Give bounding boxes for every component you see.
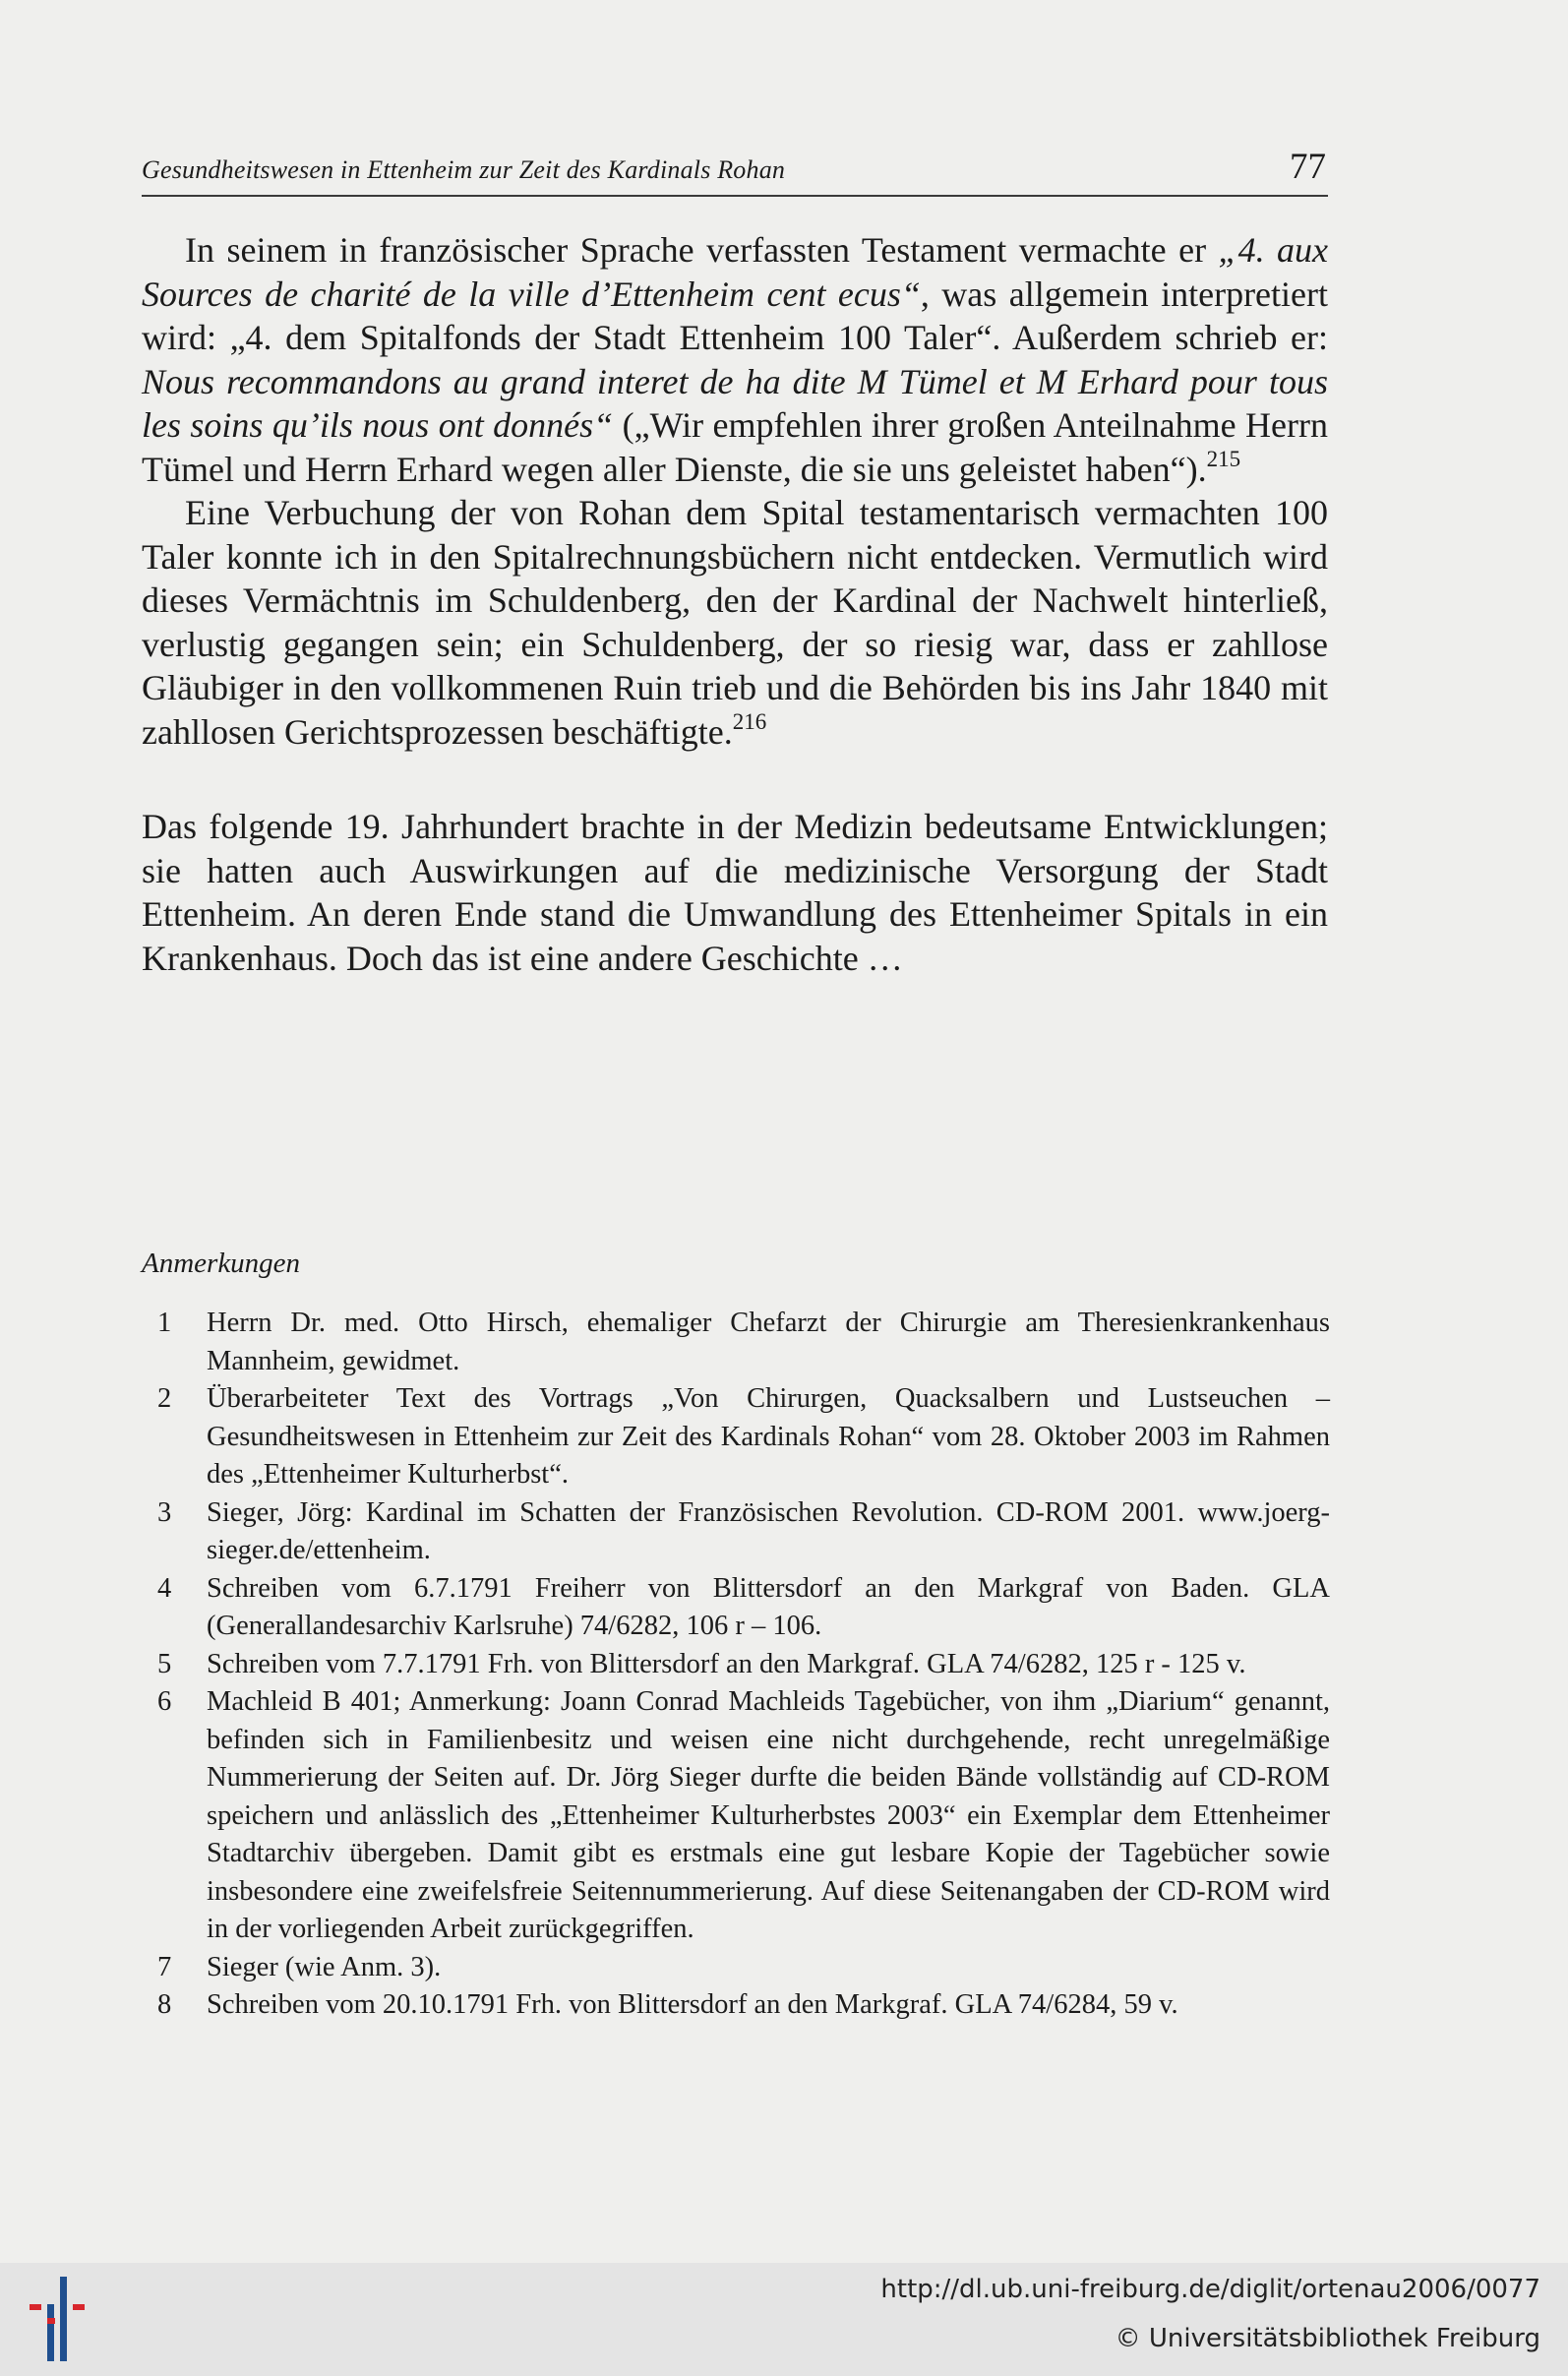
note-number: 4 bbox=[157, 1572, 172, 1604]
note-text: Machleid B 401; Anmerkung: Joann Conrad Machleids Tagebücher, von ihm „Diarium“ genannt, befinden sich in Familienbesitz und weisen eine nicht durchgehende, recht unregelmäßige Nummerierung der Seiten auf. Dr. Jörg Sieger durfte die beiden Bände vollständig auf CD-ROM speichern und anlässlich des „Ettenheimer Kulturherbstes 2003“ ein Exemplar dem Ettenheimer Stadtarchiv übergeben. Damit gibt es erstmals eine gut lesbare Kopie der Tagebücher sowie insbesondere eine zweifelsfreie Seitennummerierung. Auf diese Seitenangaben der CD-ROM wird in der vorliegenden Arbeit zurückgegriffen. bbox=[207, 1686, 1330, 1944]
notes-list bbox=[157, 1305, 1330, 2025]
note-number: 7 bbox=[157, 1951, 172, 1982]
paragraph-text: In seinem in französischer Sprache verfassten Testament vermachte er bbox=[185, 230, 1219, 270]
note-item bbox=[157, 1380, 1330, 1494]
french-quote: Nous recommandons au grand interet de ha dite M Tümel et M Erhard pour tous les soins qu’ils nous ont donnés“ bbox=[142, 361, 1328, 445]
footnote-ref: 216 bbox=[732, 708, 767, 734]
note-text: Überarbeiteter Text des Vortrags „Von Chirurgen, Quacksalbern und Lustseuchen – Gesundheitswesen in Ettenheim zur Zeit des Kardinals Rohan“ vom 28. Oktober 2003 im Rahmen des „Ettenheimer Kulturherbst“. bbox=[207, 1383, 1330, 1490]
note-number: 2 bbox=[157, 1383, 172, 1414]
note-number: 1 bbox=[157, 1308, 172, 1338]
note-text: Schreiben vom 6.7.1791 Freiherr von Blittersdorf an den Markgraf von Baden. GLA (Generallandesarchiv Karlsruhe) 74/6282, 106 r – 106. bbox=[207, 1572, 1330, 1641]
note-text: Sieger, Jörg: Kardinal im Schatten der Französischen Revolution. CD-ROM 2001. www.joerg-sieger.de/ettenheim. bbox=[207, 1496, 1330, 1565]
note-text: Herrn Dr. med. Otto Hirsch, ehemaliger Chefarzt der Chirurgie am Theresienkrankenhaus Mannheim, gewidmet. bbox=[207, 1308, 1330, 1376]
note-item bbox=[157, 1949, 1330, 1987]
note-item bbox=[157, 1494, 1330, 1570]
note-text: Schreiben vom 20.10.1791 Frh. von Blittersdorf an den Markgraf. GLA 74/6284, 59 v. bbox=[207, 1989, 1178, 2020]
note-number: 3 bbox=[157, 1496, 172, 1528]
note-text: Schreiben vom 7.7.1791 Frh. von Blittersdorf an den Markgraf. GLA 74/6282, 125 r - 125 v. bbox=[207, 1648, 1246, 1679]
french-quote: „4. aux Sources de charité de la ville d’Ettenheim cent ecus“ bbox=[142, 230, 1329, 314]
note-item bbox=[157, 1305, 1330, 1380]
note-number: 5 bbox=[157, 1648, 172, 1679]
paragraph-testament bbox=[142, 228, 1328, 491]
paragraph-text: Eine Verbuchung der von Rohan dem Spital testamentarisch vermachten 100 Taler konnte ich in den Spitalrechnungsbüchern nicht entdecken. Vermutlich wird dieses Vermächtnis im Schuldenberg, den der Kardinal der Nachwelt hinterließ, verlustig gegangen sein; ein Schuldenberg, der so riesig war, dass er zahllose Gläubiger in den vollkommenen Ruin trieb und die Behörden bis ins Jahr 1840 mit zahllosen Gerichtsprozessen beschäftigte. bbox=[142, 493, 1328, 752]
notes-heading: Anmerkungen bbox=[142, 1248, 301, 1279]
note-number: 6 bbox=[157, 1686, 172, 1717]
ub-freiburg-logo-icon bbox=[26, 2275, 104, 2363]
main-text bbox=[142, 228, 1328, 980]
note-item bbox=[157, 1646, 1330, 1684]
note-text: Sieger (wie Anm. 3). bbox=[207, 1951, 442, 1982]
footer-copyright: © Universitätsbibliothek Freiburg bbox=[1115, 2324, 1540, 2353]
note-item bbox=[157, 1570, 1330, 1646]
paragraph-conclusion bbox=[142, 805, 1328, 980]
paragraph-text: („Wir empfehlen ihrer großen Anteilnahme Herrn Tümel und Herrn Erhard wegen aller Dienste, die sie uns geleistet haben“). bbox=[142, 405, 1328, 489]
running-head-title: Gesundheitswesen in Ettenheim zur Zeit des Kardinals Rohan bbox=[142, 155, 786, 184]
running-head bbox=[142, 146, 1328, 197]
note-item bbox=[157, 1683, 1330, 1949]
paragraph-text: Das folgende 19. Jahrhundert brachte in der Medizin bedeutsame Entwicklungen; sie hatten auch Auswirkungen auf die medizinische Versorgung der Stadt Ettenheim. An deren Ende stand die Umwandlung des Ettenheimer Spitals in ein Krankenhaus. Doch das ist eine andere Geschichte … bbox=[142, 807, 1328, 978]
page-number: 77 bbox=[1290, 147, 1326, 187]
footer-url[interactable]: http://dl.ub.uni-freiburg.de/diglit/ortenau2006/0077 bbox=[880, 2275, 1540, 2304]
note-item bbox=[157, 1986, 1330, 2025]
paragraph-verbuchung bbox=[142, 491, 1328, 754]
footnote-ref: 215 bbox=[1206, 446, 1241, 471]
note-number: 8 bbox=[157, 1989, 172, 2020]
paragraph-text: , was allgemein interpretiert wird: „4. dem Spitalfonds der Stadt Ettenheim 100 Taler“. Außerdem schrieb er: bbox=[142, 274, 1329, 357]
